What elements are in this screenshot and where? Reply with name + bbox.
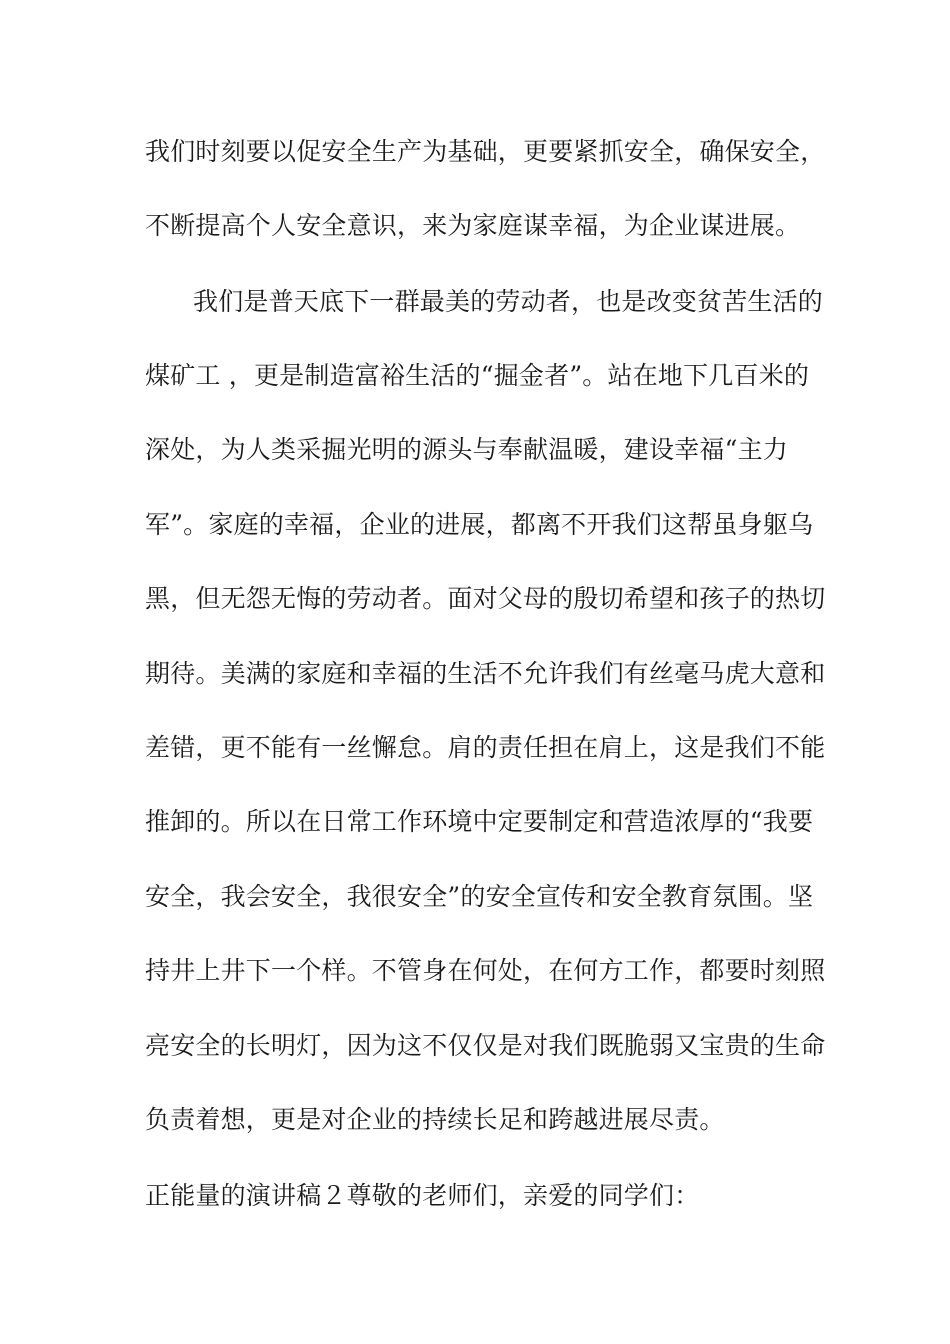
text-line: 深处，为人类采掘光明的源头与奉献温暖，建设幸福“主力 [145, 435, 788, 464]
text-line: 黑，但无怨无悔的劳动者。面对父母的殷切希望和孩子的热切 [145, 584, 826, 613]
text-line: 我们时刻要以促安全生产为基础，更要紧抓安全，确保安全， [145, 137, 826, 166]
text-line: 安全，我会安全，我很安全”的安全宣传和安全教育氛围。坚 [145, 882, 814, 911]
text-line: 推卸的。所以在日常工作环境中定要制定和营造浓厚的“我要 [145, 807, 814, 836]
text-line: 差错，更不能有一丝懈怠。肩的责任担在肩上，这是我们不能 [145, 733, 826, 762]
text-line: 期待。美满的家庭和幸福的生活不允许我们有丝毫马虎大意和 [145, 659, 826, 688]
text-line: 持井上井下一个样。不管身在何处，在何方工作，都要时刻照 [145, 956, 826, 985]
section-heading-line: 正能量的演讲稿２尊敬的老师们，亲爱的同学们： [145, 1181, 700, 1210]
paragraph-start-line: 我们是普天底下一群最美的劳动者，也是改变贫苦生活的 [193, 287, 824, 316]
text-line: 不断提高个人安全意识，来为家庭谋幸福，为企业谋进展。 [145, 211, 801, 240]
text-line: 煤矿工 ，更是制造富裕生活的“掘金者”。站在地下几百米的 [145, 361, 810, 390]
text-line: 军”。家庭的幸福，企业的进展，都离不开我们这帮虽身躯乌 [145, 510, 814, 539]
text-line: 负责着想，更是对企业的持续长足和跨越进展尽责。 [145, 1105, 725, 1134]
text-line: 亮安全的长明灯，因为这不仅仅是对我们既脆弱又宝贵的生命 [145, 1031, 826, 1060]
